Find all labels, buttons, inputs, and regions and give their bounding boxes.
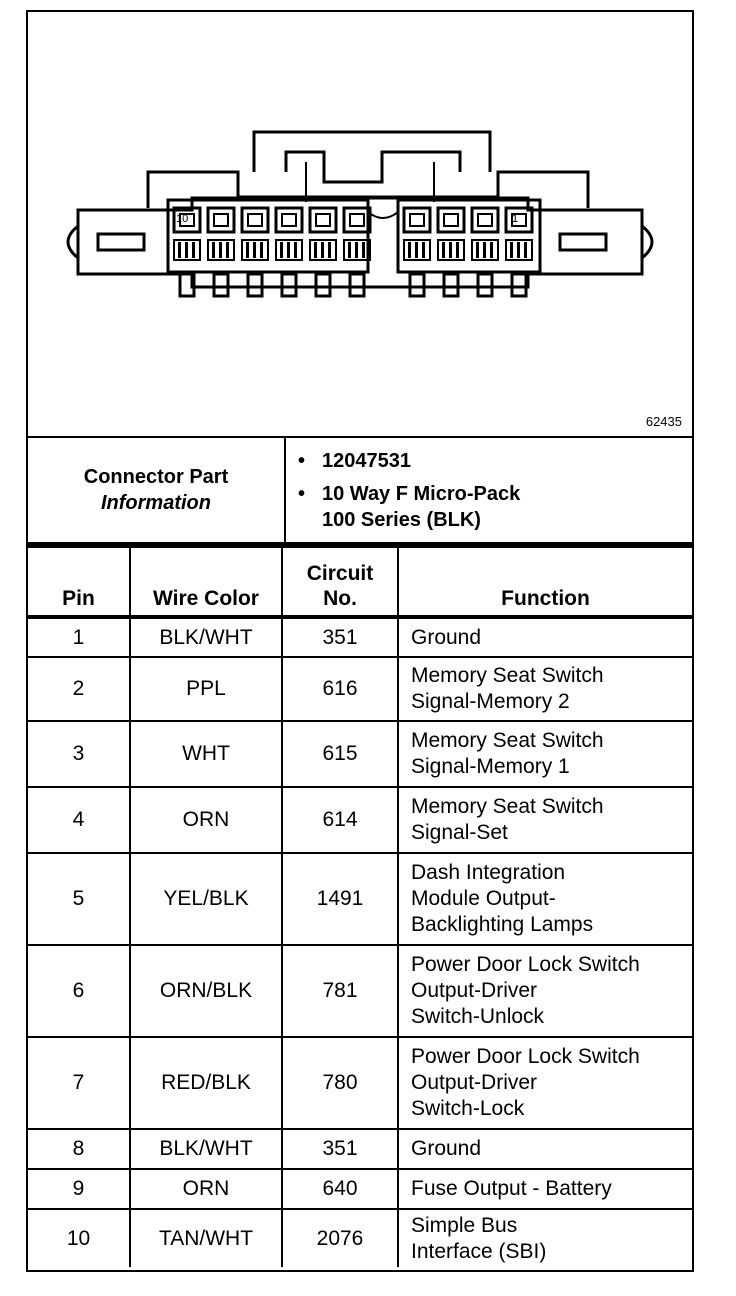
part-info — [28, 438, 692, 546]
cavity-right — [404, 208, 430, 296]
function-line: Memory Seat Switch — [411, 729, 604, 752]
table-row — [28, 853, 692, 945]
bullet-icon: • — [298, 483, 306, 505]
cell-function — [398, 617, 692, 657]
function-line: Interface (SBI) — [411, 1239, 547, 1263]
cell-circuit: 615 — [282, 721, 398, 787]
function-line: Signal-Memory 1 — [411, 755, 570, 778]
cell-circuit: 351 — [282, 1129, 398, 1169]
header-pin: Pin — [28, 547, 130, 617]
cell-circuit: 640 — [282, 1169, 398, 1209]
table-row — [28, 617, 692, 657]
table-row — [28, 945, 692, 1037]
function-line: Output-Driver — [411, 1071, 538, 1094]
function-line: Simple Bus — [411, 1213, 518, 1237]
table-row — [28, 1169, 692, 1209]
part-info-label-line1: Connector Part — [83, 466, 229, 488]
cell-circuit: 781 — [282, 945, 398, 1037]
cavity-row — [174, 208, 532, 296]
cell-function — [398, 853, 692, 945]
cell-circuit: 614 — [282, 787, 398, 853]
cell-pin: 4 — [28, 787, 130, 853]
cell-pin: 9 — [28, 1169, 130, 1209]
cell-pin: 3 — [28, 721, 130, 787]
cavity-left — [242, 208, 268, 296]
cell-wire-color: BLK/WHT — [130, 617, 282, 657]
header-function: Function — [398, 547, 692, 617]
function-line: Switch-Lock — [411, 1097, 525, 1120]
cavity-left — [310, 208, 336, 296]
cavity-right — [438, 208, 464, 296]
cell-function — [398, 721, 692, 787]
pin-10-label: 10 — [176, 213, 189, 225]
cell-pin: 10 — [28, 1209, 130, 1267]
cell-wire-color: PPL — [130, 657, 282, 721]
cavity-left — [344, 208, 370, 296]
connector-sheet — [26, 10, 694, 1272]
cell-pin: 2 — [28, 657, 130, 721]
bullet-icon: • — [298, 450, 306, 472]
function-line: Dash Integration — [411, 861, 566, 884]
cell-circuit: 2076 — [282, 1209, 398, 1267]
cell-wire-color: WHT — [130, 721, 282, 787]
connector-type-line1: 10 Way F Micro-Pack — [322, 483, 521, 505]
table-row — [28, 1209, 692, 1267]
connector-type-item — [298, 481, 520, 533]
cell-wire-color: YEL/BLK — [130, 853, 282, 945]
pinout-table — [28, 546, 692, 1267]
cell-wire-color: ORN — [130, 1169, 282, 1209]
function-line: Module Output- — [411, 887, 556, 910]
cell-function — [398, 1169, 692, 1209]
cell-wire-color: ORN/BLK — [130, 945, 282, 1037]
cell-wire-color: BLK/WHT — [130, 1129, 282, 1169]
cell-function — [398, 1209, 692, 1267]
cell-function — [398, 945, 692, 1037]
function-line: Memory Seat Switch — [411, 795, 604, 818]
part-number-item — [298, 448, 520, 474]
connector-face-drawing — [28, 12, 692, 436]
cell-pin: 7 — [28, 1037, 130, 1129]
cell-wire-color: RED/BLK — [130, 1037, 282, 1129]
table-row — [28, 1129, 692, 1169]
function-line: Backlighting Lamps — [411, 913, 594, 936]
cell-pin: 1 — [28, 617, 130, 657]
table-row — [28, 1037, 692, 1129]
part-info-label — [28, 438, 286, 542]
table-header-row — [28, 547, 692, 617]
cavity-right — [472, 208, 498, 296]
cell-function — [398, 1129, 692, 1169]
function-line: Memory Seat Switch — [411, 664, 604, 687]
cell-wire-color: TAN/WHT — [130, 1209, 282, 1267]
cell-circuit: 351 — [282, 617, 398, 657]
function-line: Switch-Unlock — [411, 1005, 545, 1028]
cell-pin: 8 — [28, 1129, 130, 1169]
function-line: Power Door Lock Switch — [411, 953, 640, 976]
cell-circuit: 616 — [282, 657, 398, 721]
cavity-left — [276, 208, 302, 296]
pin-1-label: 1 — [512, 213, 519, 225]
connector-diagram — [28, 12, 692, 438]
cell-pin: 6 — [28, 945, 130, 1037]
table-row — [28, 787, 692, 853]
function-line: Signal-Set — [411, 821, 508, 844]
cell-pin: 5 — [28, 853, 130, 945]
cell-function — [398, 787, 692, 853]
figure-number: 62435 — [645, 414, 682, 429]
cell-function — [398, 657, 692, 721]
function-line: Power Door Lock Switch — [411, 1045, 640, 1068]
part-info-details — [298, 448, 520, 540]
part-info-label-line2: Information — [101, 492, 211, 514]
cavity-left — [208, 208, 234, 296]
function-line: Signal-Memory 2 — [411, 690, 570, 713]
table-row — [28, 657, 692, 721]
cell-wire-color: ORN — [130, 787, 282, 853]
cell-circuit: 1491 — [282, 853, 398, 945]
header-wire-color: Wire Color — [130, 547, 282, 617]
table-row — [28, 721, 692, 787]
function-line: Ground — [411, 1137, 482, 1160]
connector-type-line2: 100 Series (BLK) — [322, 509, 481, 531]
header-circuit: Circuit No. — [282, 547, 398, 617]
function-line: Fuse Output - Battery — [411, 1177, 612, 1200]
cell-circuit: 780 — [282, 1037, 398, 1129]
part-number: 12047531 — [322, 450, 411, 472]
function-line: Ground — [411, 625, 482, 649]
function-line: Output-Driver — [411, 979, 538, 1002]
cell-function — [398, 1037, 692, 1129]
